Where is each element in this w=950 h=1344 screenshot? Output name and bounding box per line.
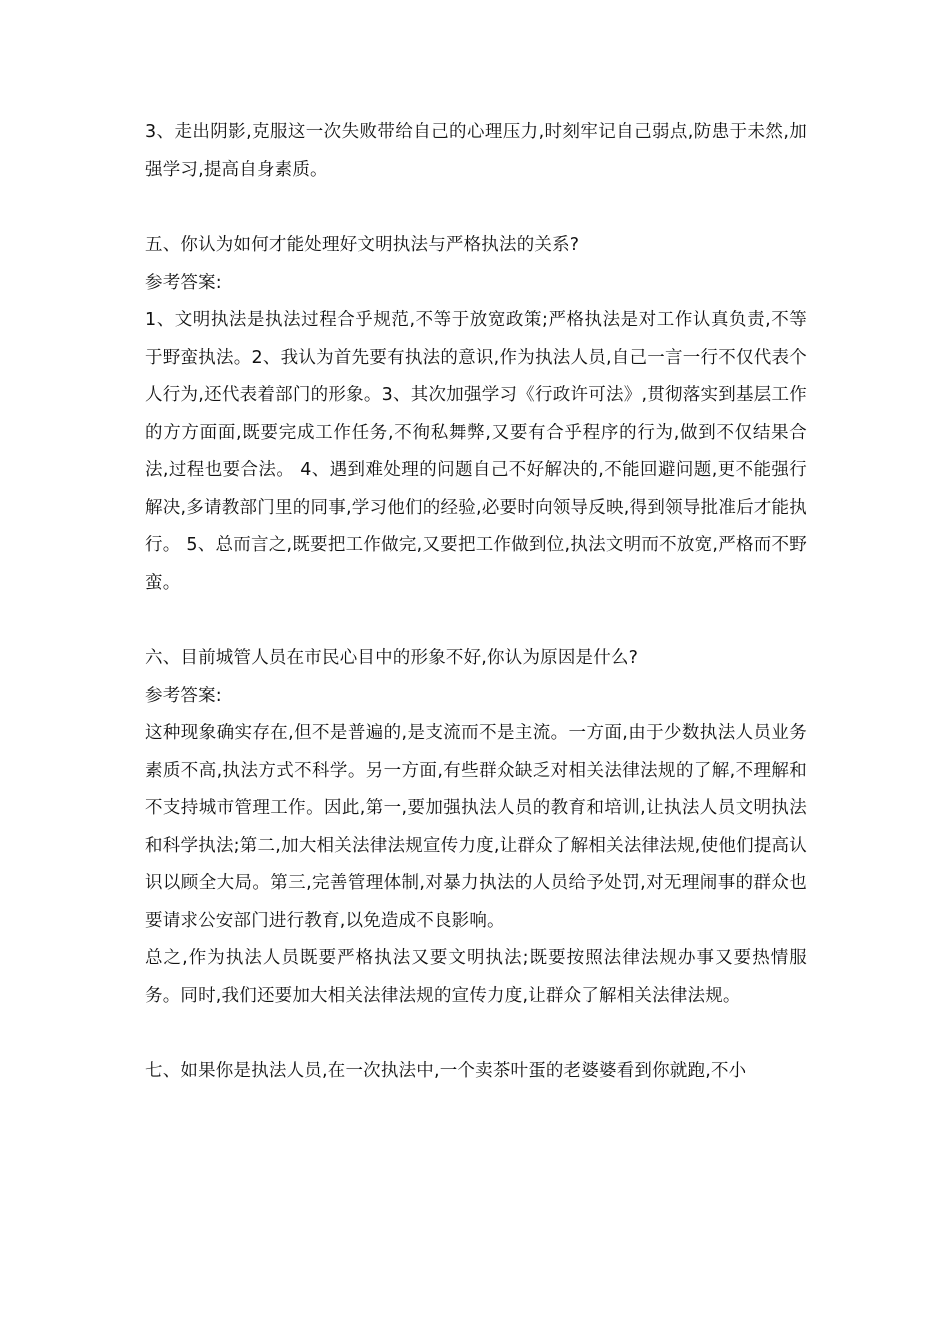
- question-6: 六、目前城管人员在市民心目中的形象不好,你认为原因是什么?: [145, 648, 639, 668]
- answer-6-part-2: 总之,作为执法人员既要严格执法又要文明执法;既要按照法律法规办事又要热情服务。同时,我们还要加大相关法律法规的宣传力度,让群众了解相关法律法规。: [145, 948, 807, 1006]
- paragraph-item-3: 3、走出阴影,克服这一次失败带给自己的心理压力,时刻牢记自己弱点,防患于未然,加强学习,提高自身素质。: [145, 122, 807, 180]
- paragraph-gap: [145, 1015, 807, 1053]
- reference-answer-label-5: 参考答案:: [145, 272, 222, 293]
- reference-answer-label-6: 参考答案:: [145, 685, 222, 706]
- question-5: 五、你认为如何才能处理好文明执法与严格执法的关系?: [145, 235, 580, 255]
- answer-5: 1、文明执法是执法过程合乎规范,不等于放宽政策;严格执法是对工作认真负责,不等于野蛮执法。2、我认为首先要有执法的意识,作为执法人员,自己一言一行不仅代表个人行为,还代表着部门的形象。3、其次加强学习《行政许可法》,贯彻落实到基层工作的方方面面,既要完成工作任务,不徇私舞弊,又要有合乎程序的行为,做到不仅结果合法,过程也要合法。 4、遇到难处理的问题自己不好解决的,不能回避问题,更不能强行解决,多请教部门里的同事,学习他们的经验,必要时向领导反映,得到领导批准后才能执行。 5、总而言之,既要把工作做完,又要把工作做到位,执法文明而不放宽,严格而不野蛮。: [145, 310, 807, 593]
- answer-6-part-1: 这种现象确实存在,但不是普遍的,是支流而不是主流。一方面,由于少数执法人员业务素质不高,执法方式不科学。另一方面,有些群众缺乏对相关法律法规的了解,不理解和不支持城市管理工作。因此,第一,要加强执法人员的教育和培训,让执法人员文明执法和科学执法;第二,加大相关法律法规宣传力度,让群众了解相关法律法规,使他们提高认识以顾全大局。第三,完善管理体制,对暴力执法的人员给予处罚,对无理闹事的群众也要请求公安部门进行教育,以免造成不良影响。: [145, 723, 807, 931]
- document-body: [145, 114, 807, 1091]
- question-7: 七、如果你是执法人员,在一次执法中,一个卖茶叶蛋的老婆婆看到你就跑,不小: [145, 1061, 747, 1081]
- paragraph-gap: [145, 602, 807, 640]
- paragraph-gap: [145, 189, 807, 227]
